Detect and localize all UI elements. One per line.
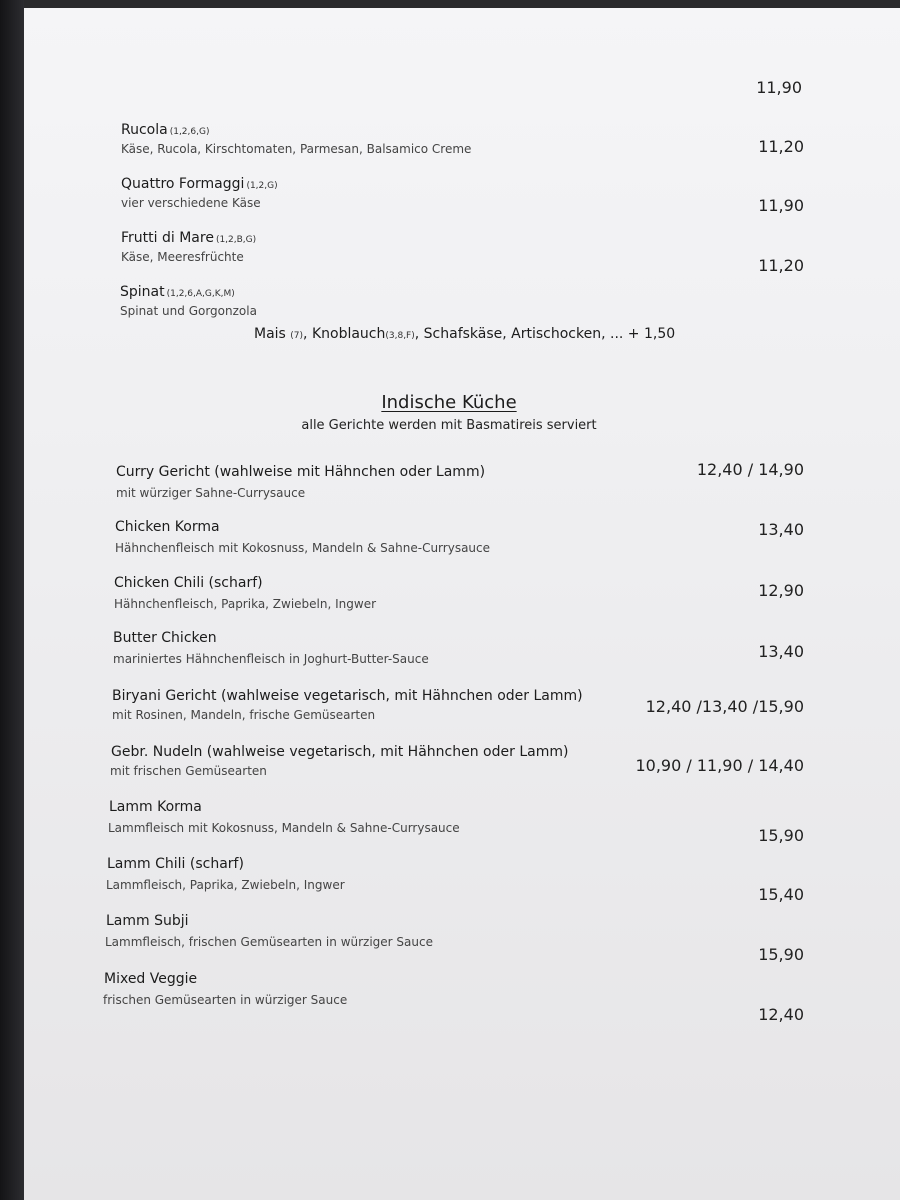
allergen-codes: (1,2,B,G) xyxy=(215,235,257,245)
item-price: 10,90 / 11,90 / 14,40 xyxy=(635,756,804,775)
item-description: Spinat und Gorgonzola xyxy=(120,304,257,318)
item-description: Lammfleisch, frischen Gemüsearten in würziger Sauce xyxy=(105,935,433,949)
item-price: 13,40 xyxy=(758,520,804,539)
item-description: Lammfleisch, Paprika, Zwiebeln, Ingwer xyxy=(106,878,345,892)
menu-item-gebr-nudeln: Gebr. Nudeln (wahlweise vegetarisch, mit Hähnchen oder Lamm) xyxy=(111,744,569,760)
allergen-codes: (1,2,6,G) xyxy=(169,127,210,137)
section-subtitle: alle Gerichte werden mit Basmatireis serviert xyxy=(301,418,597,433)
item-description: Hähnchenfleisch mit Kokosnuss, Mandeln & Sahne-Currysauce xyxy=(115,541,491,555)
item-description: Käse, Meeresfrüchte xyxy=(121,250,244,264)
menu-page xyxy=(24,8,900,1200)
menu-item-frutti-di-mare xyxy=(121,230,256,246)
menu-binder-edge xyxy=(0,0,24,1200)
menu-item-mixed-veggie: Mixed Veggie xyxy=(104,971,198,987)
extra-rest: Schafskäse, Artischocken, ... + 1,50 xyxy=(423,326,676,342)
menu-item-butter-chicken: Butter Chicken xyxy=(113,630,217,646)
item-description: mit würziger Sahne-Currysauce xyxy=(116,486,306,500)
item-name: Quattro Formaggi xyxy=(121,176,245,192)
menu-item-quattro-formaggi xyxy=(121,176,278,192)
item-name: Spinat xyxy=(120,284,165,300)
item-price: 11,20 xyxy=(758,256,804,275)
menu-item-biryani-gericht: Biryani Gericht (wahlweise vegetarisch, mit Hähnchen oder Lamm) xyxy=(112,688,583,704)
menu-item-spinat xyxy=(120,284,235,300)
menu-item-chicken-chili: Chicken Chili (scharf) xyxy=(114,575,263,591)
extra-mais: Mais xyxy=(254,326,286,342)
item-name: Frutti di Mare xyxy=(121,230,214,246)
menu-item-chicken-korma: Chicken Korma xyxy=(115,519,220,535)
item-price: 12,40 / 14,90 xyxy=(696,460,804,479)
item-description: mariniertes Hähnchenfleisch in Joghurt-Butter-Sauce xyxy=(113,652,429,666)
item-description: Hähnchenfleisch, Paprika, Zwiebeln, Ingwer xyxy=(114,597,377,611)
menu-item-curry-gericht: Curry Gericht (wahlweise mit Hähnchen oder Lamm) xyxy=(116,464,486,480)
extra-knoblauch: Knoblauch xyxy=(311,326,386,342)
allergen-codes: (7) xyxy=(290,331,304,341)
item-price: 15,90 xyxy=(758,826,804,845)
item-description: frischen Gemüsearten in würziger Sauce xyxy=(103,993,348,1007)
extras-line: Mais (7), Knoblauch(3,8,F), Schafskäse, Artischocken, ... + 1,50 xyxy=(254,326,676,342)
menu-item-lamm-korma: Lamm Korma xyxy=(109,799,202,815)
section-title: Indische Küche xyxy=(381,392,517,413)
item-description: mit Rosinen, Mandeln, frische Gemüsearten xyxy=(112,708,376,722)
menu-item-lamm-chili: Lamm Chili (scharf) xyxy=(107,856,244,872)
allergen-codes: (3,8,F) xyxy=(385,331,415,341)
allergen-codes: (1,2,6,A,G,K,M) xyxy=(166,289,235,299)
item-price: 12,40 /13,40 /15,90 xyxy=(645,697,804,716)
item-description: vier verschiedene Käse xyxy=(121,196,261,210)
menu-item-rucola xyxy=(121,122,209,138)
item-description: Käse, Rucola, Kirschtomaten, Parmesan, Balsamico Creme xyxy=(121,142,472,156)
item-description: Lammfleisch mit Kokosnuss, Mandeln & Sahne-Currysauce xyxy=(108,821,460,835)
item-price: 12,40 xyxy=(758,1005,804,1024)
item-price: 11,20 xyxy=(758,137,804,156)
item-price: 15,90 xyxy=(758,945,804,964)
previous-item-price: 11,90 xyxy=(756,78,802,97)
item-description: mit frischen Gemüsearten xyxy=(110,764,267,778)
menu-item-lamm-subji: Lamm Subji xyxy=(106,913,189,929)
allergen-codes: (1,2,G) xyxy=(246,181,278,191)
item-price: 15,40 xyxy=(758,885,804,904)
item-price: 13,40 xyxy=(758,642,804,661)
item-name: Rucola xyxy=(121,122,168,138)
item-price: 12,90 xyxy=(758,581,804,600)
item-price: 11,90 xyxy=(758,196,804,215)
